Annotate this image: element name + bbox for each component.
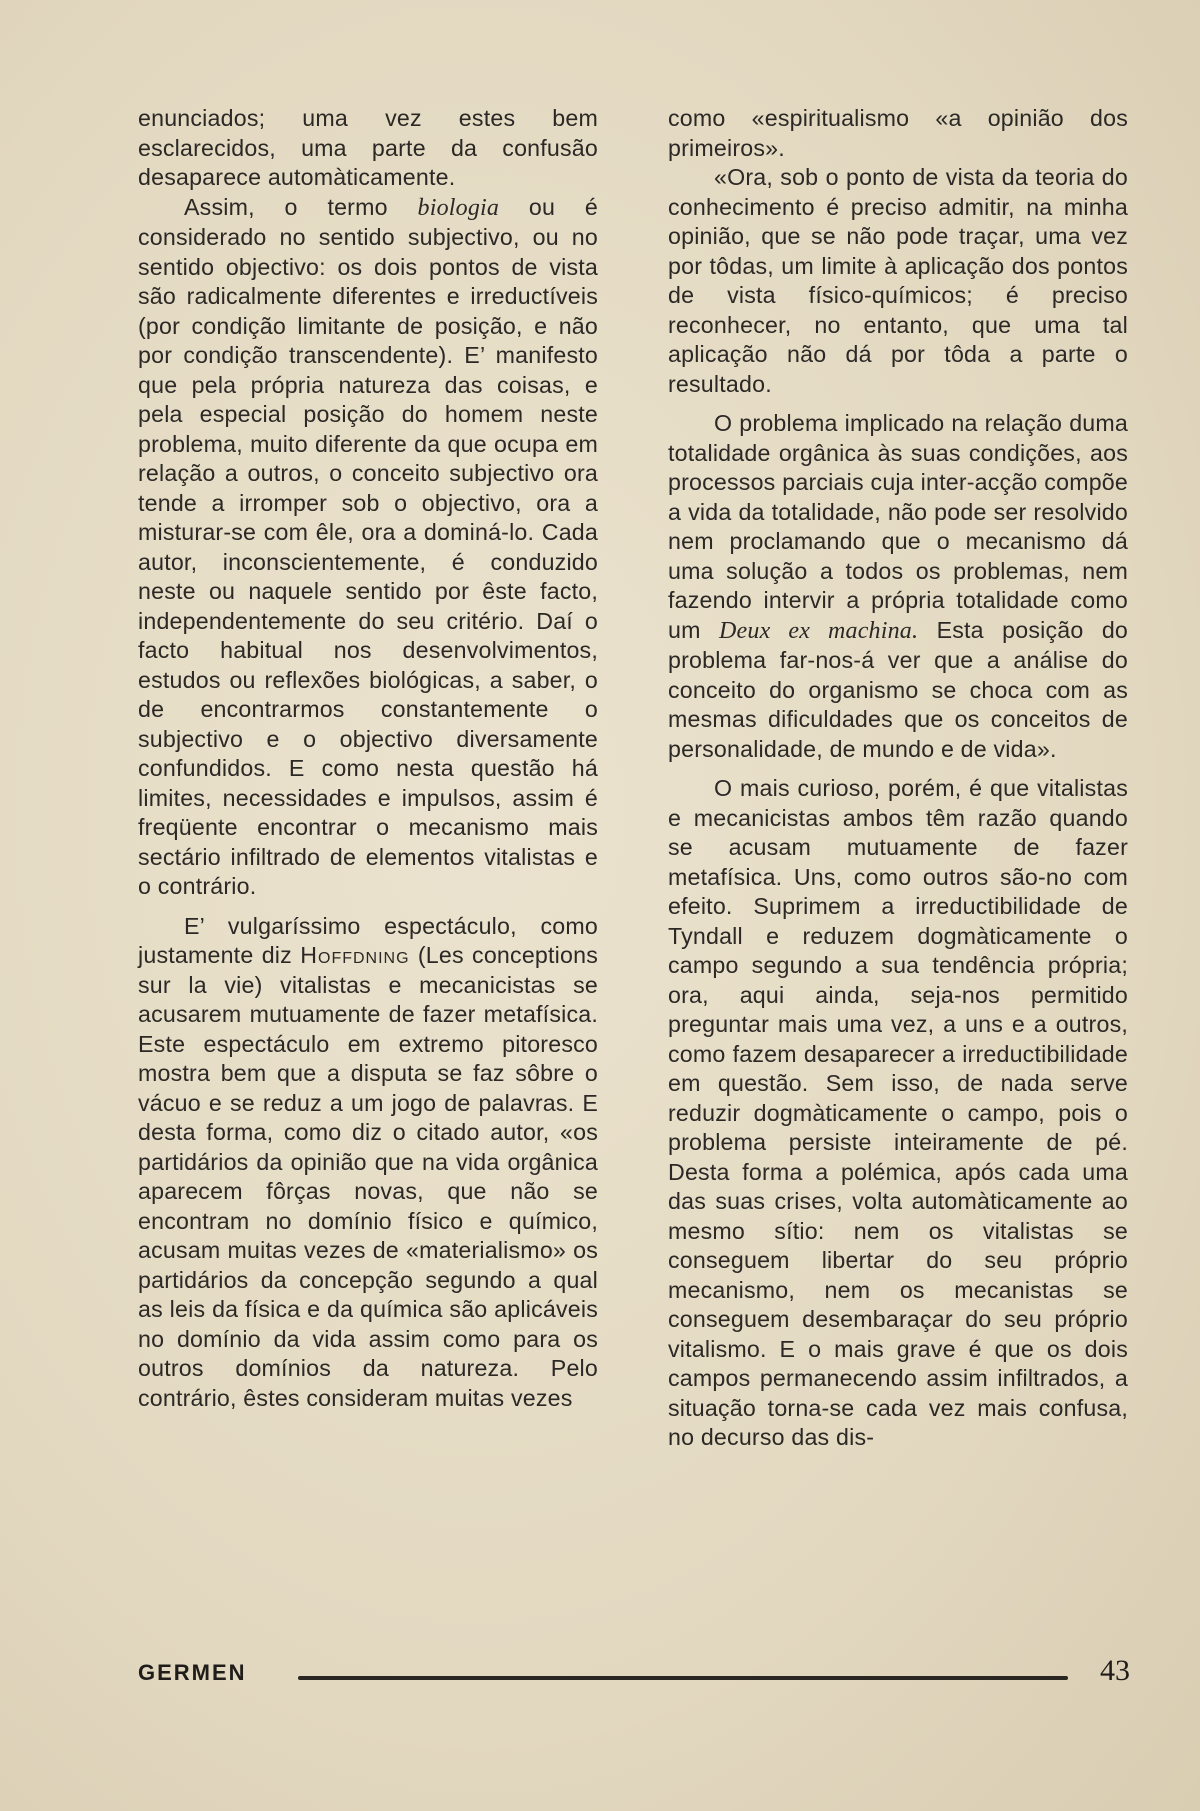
paragraph: como «espiritualismo «a opinião dos primeiros». <box>668 105 1128 161</box>
page-footer <box>138 1656 1130 1696</box>
author-name: Hoffdning <box>300 942 410 968</box>
left-column <box>138 104 598 1413</box>
paragraph <box>138 912 598 1414</box>
paragraph <box>138 193 598 902</box>
text-run: ou é considerado no sentido subjectivo, ou no sentido objectivo: os dois pontos de vista são radicalmente diferentes e irreductíveis (por condição limitante de posição, e não por condição transcendente). E’ manifesto que pela própria natureza das coisas, e pela especial posição do homem neste problema, muito diferente da que ocupa em relação a outros, o conceito subjectivo ora tende a irromper sob o objectivo, ora a misturar-se com êle, ora a dominá-lo. Cada autor, inconscientemente, é conduzido neste ou naquele sentido por êste facto, independentemente do seu critério. Daí o facto habitual nos desenvolvimentos, estudos ou reflexões biológicas, a saber, o de encontrarmos constantemente o subjectivo e o objectivo diversamente confundidos. E como nesta questão há limites, necessidades e impulsos, assim é freqüente encontrar o mecanismo mais sectário infiltrado de elementos vitalistas e o contrário. <box>138 193 598 899</box>
italic-term: Deux ex machina. <box>718 617 919 644</box>
text-run: Assim, o termo <box>184 193 418 220</box>
journal-title: GERMEN <box>138 1660 247 1685</box>
text-run: (Les conceptions sur la vie) vitalistas e mecanicistas se acusarem mutuamente de fazer metafísica. Este espectáculo em extremo pitoresco mostra bem que a disputa se faz sôbre o vácuo e se reduz a um jogo de palavras. E desta forma, como diz o citado autor, «os partidários da opinião que na vida orgânica aparecem fôrças novas, que não se encontram no domínio físico e químico, acusam muitas vezes de «materialismo» os partidários da concepção segundo a qual as leis da física e da química são aplicáveis no domínio da vida assim como para os outros domínios da natureza. Pelo contrário, êstes consideram muitas vezes <box>138 942 598 1411</box>
paragraph <box>668 409 1128 764</box>
text-run: O problema implicado na relação duma totalidade orgânica às suas condições, aos processos parciais cuja inter-acção compõe a vida da totalidade, não pode ser resolvido nem proclamando que o mecanismo dá uma solução a todos os problemas, nem fazendo intervir a própria totalidade como um <box>668 410 1128 643</box>
paragraph: «Ora, sob o ponto de vista da teoria do conhecimento é preciso admitir, na minha opinião, que se não pode traçar, uma vez por tôdas, um limite à aplicação dos pontos de vista físico-químicos; é preciso reconhecer, no entanto, que uma tal aplicação não dá por tôda a parte o resultado. <box>668 164 1128 397</box>
page-number: 43 <box>1100 1654 1130 1687</box>
footer-rule <box>298 1676 1068 1680</box>
text-run: Esta posição do problema far-nos-á ver que a análise do conceito do organismo se choca com as mesmas dificuldades que os conceitos de personalidade, de mundo e de vida». <box>668 616 1129 762</box>
paragraph: enunciados; uma vez estes bem esclarecidos, uma parte da confusão desaparece automàticamente. <box>138 105 598 190</box>
right-column <box>668 104 1128 1453</box>
text-run: E’ vulgaríssimo espectáculo, como justamente diz <box>138 912 598 968</box>
paragraph: O mais curioso, porém, é que vitalistas e mecanicistas ambos têm razão quando se acusam mutuamente de fazer metafísica. Uns, como outros são-no com efeito. Suprimem a irreductibilidade de Tyndall e reduzem dogmàticamente o campo segundo a sua tendência própria; ora, aqui ainda, seja-nos permitido preguntar mais uma vez, a uns e a outros, como fazem desaparecer a irreductibilidade em questão. Sem isso, de nada serve reduzir dogmàticamente o campo, pois o problema persiste inteiramente de pé. Desta forma a polémica, após cada uma das suas crises, volta automàticamente ao mesmo sítio: nem os vitalistas se conseguem libertar do seu próprio mecanismo, nem os mecanistas se conseguem desembaraçar do seu próprio vitalismo. E o mais grave é que os dois campos permanecendo assim infiltrados, a situação torna-se cada vez mais confusa, no decurso das dis- <box>668 775 1128 1450</box>
italic-term: biologia <box>417 194 500 221</box>
